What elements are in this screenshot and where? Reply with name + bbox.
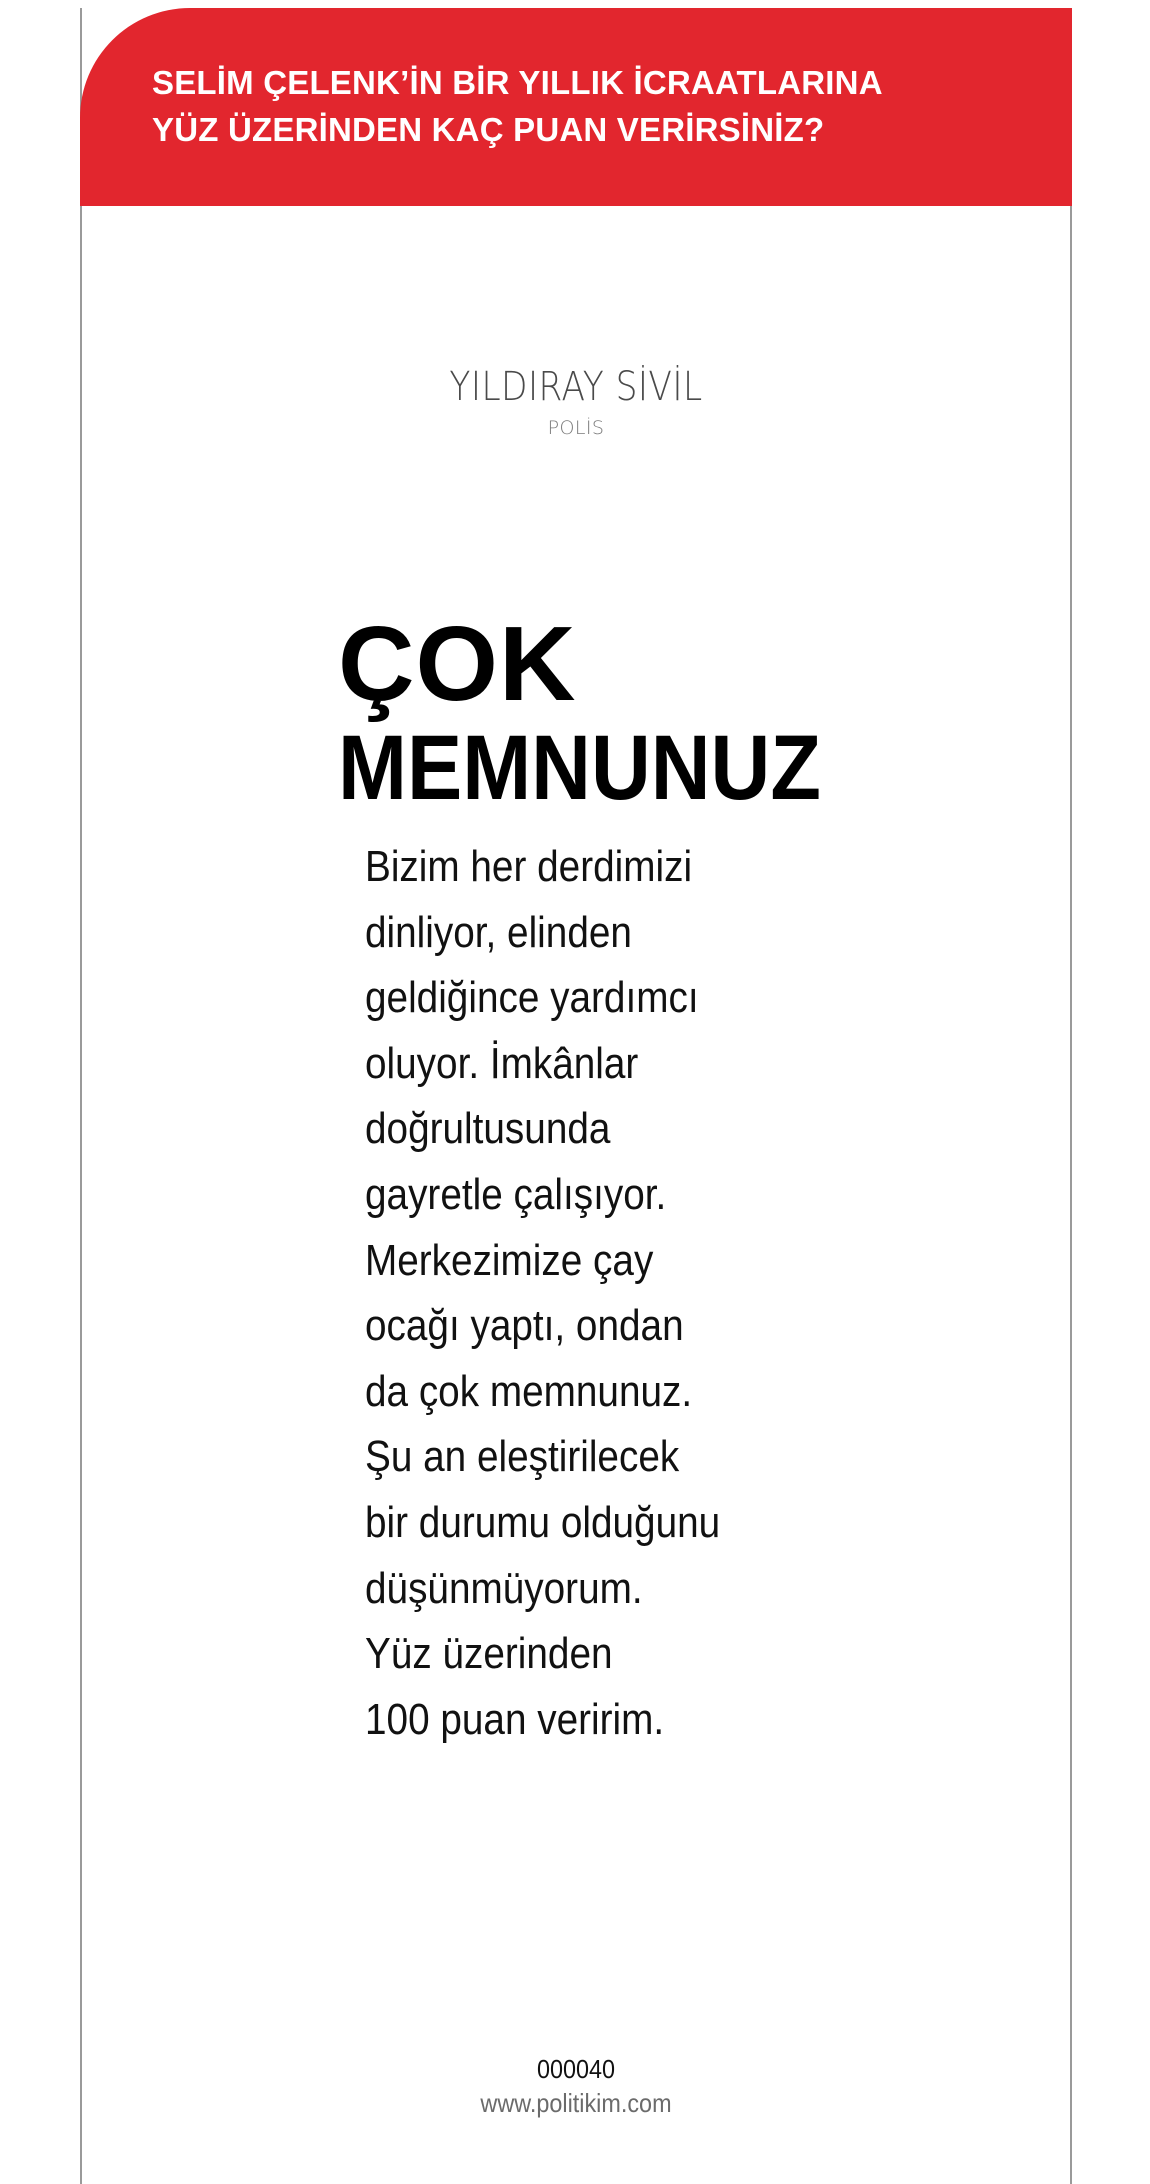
quote-line: doğrultusunda [365,1104,611,1154]
question-line-1: SELİM ÇELENK’İN BİR YILLIK İCRAATLARINA [152,64,883,101]
quote-line: Bizim her derdimizi [365,842,693,891]
quote-line: geldiğince yardımcı [365,973,699,1023]
verdict-line-1: ÇOK [338,605,577,723]
quote-line: düşünmüyorum. [365,1563,643,1613]
verdict-line-2: MEMNUNUZ [338,717,821,819]
website-link[interactable]: www.politikim.com [480,2088,672,2118]
survey-card [80,8,1072,2184]
quote-line: dinliyor, elinden [365,907,632,957]
quote-line: da çok memnunuz. [365,1366,693,1416]
question-line-2: YÜZ ÜZERİNDEN KAÇ PUAN VERİRSİNİZ? [152,111,825,148]
quote-line: Şu an eleştirilecek [365,1432,680,1482]
quote-line: gayretle çalışıyor. [365,1169,667,1219]
quote-text [365,834,885,1752]
footer [82,2052,1070,2120]
respondent [82,363,1070,441]
verdict-heading [338,605,875,819]
quote-line: oluyor. İmkânlar [365,1038,639,1088]
respondent-role: POLİS [547,417,605,439]
quote-line: ocağı yaptı, ondan [365,1301,684,1351]
question-banner [80,8,1072,206]
quote-line: Yüz üzerinden [365,1629,613,1679]
quote-line: 100 puan veririm. [365,1694,665,1744]
entry-code: 000040 [536,2054,616,2084]
quote-line: Merkezimize çay [365,1235,654,1285]
quote-line: bir durumu olduğunu [365,1497,721,1547]
respondent-name: YILDIRAY SİVİL [449,364,703,410]
